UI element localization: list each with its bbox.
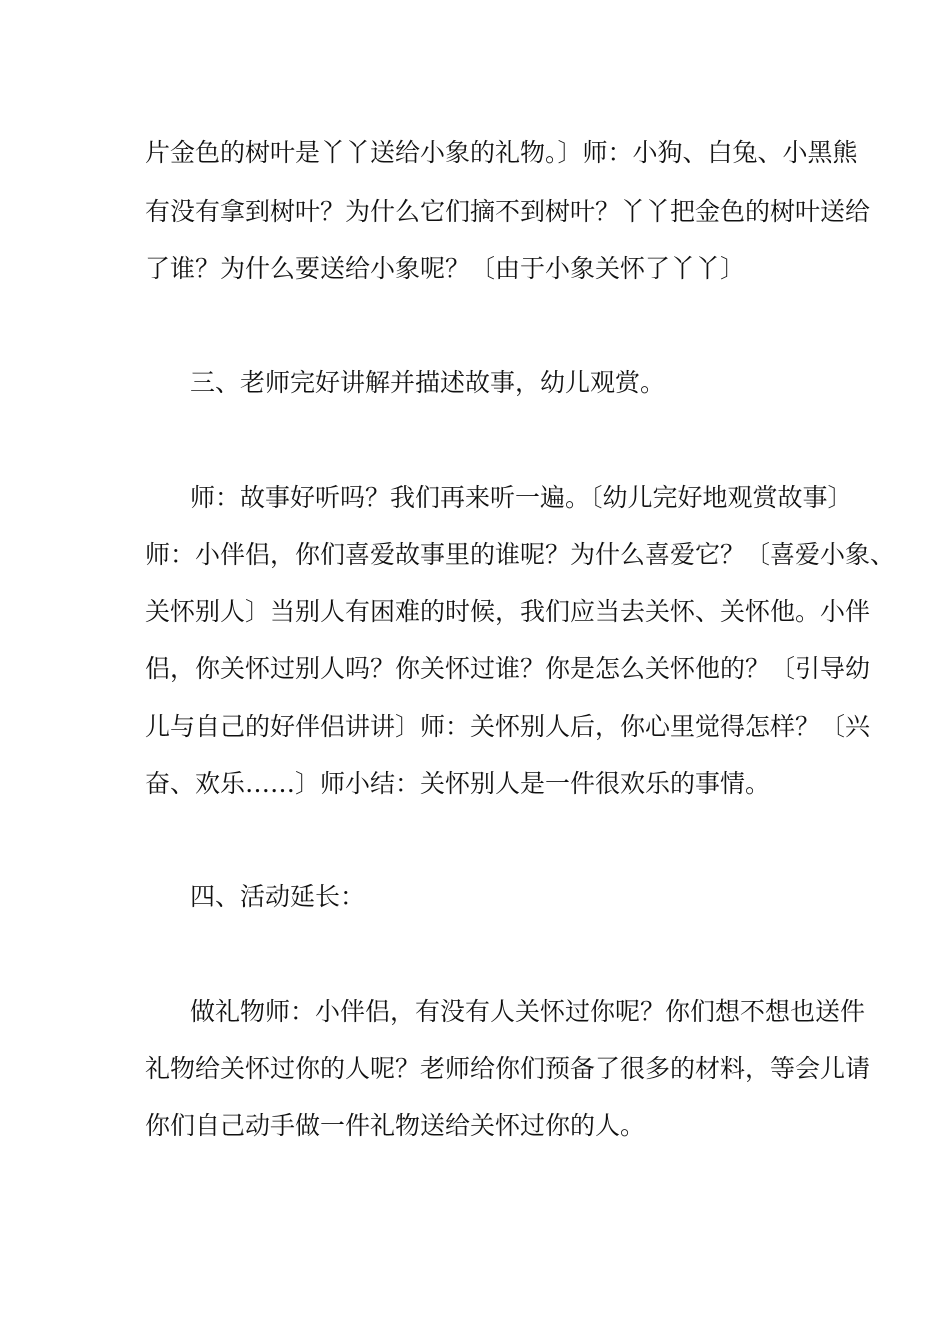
section-heading: 三、老师完好讲解并描述故事，幼儿观赏。 bbox=[190, 368, 666, 397]
text-line: 儿与自己的好伴侣讲讲〕师：关怀别人后，你心里觉得怎样？〔兴 bbox=[145, 712, 871, 741]
text-line: 礼物给关怀过你的人呢？老师给你们预备了很多的材料，等会儿请 bbox=[145, 1054, 871, 1083]
text-line: 你们自己动手做一件礼物送给关怀过你的人。 bbox=[145, 1111, 646, 1140]
text-line: 师：小伴侣，你们喜爱故事里的谁呢？为什么喜爱它？〔喜爱小象、 bbox=[145, 540, 896, 569]
text-line: 侣，你关怀过别人吗？你关怀过谁？你是怎么关怀他的？〔引导幼 bbox=[145, 654, 871, 683]
text-line: 师：故事好听吗？我们再来听一遍。〔幼儿完好地观赏故事〕 bbox=[190, 483, 853, 512]
text-line: 有没有拿到树叶？为什么它们摘不到树叶？丫丫把金色的树叶送给 bbox=[145, 197, 871, 226]
text-line: 关怀别人〕当别人有困难的时候，我们应当去关怀、关怀他。小伴 bbox=[145, 597, 871, 626]
text-line: 做礼物师：小伴侣，有没有人关怀过你呢？你们想不想也送件 bbox=[190, 997, 866, 1026]
text-line: 片金色的树叶是丫丫送给小象的礼物。〕师：小狗、白兔、小黑熊 bbox=[145, 138, 858, 167]
section-heading: 四、活动延长： bbox=[190, 882, 366, 911]
text-line: 了谁？为什么要送给小象呢？〔由于小象关怀了丫丫〕 bbox=[145, 254, 746, 283]
text-line: 奋、欢乐……〕师小结：关怀别人是一件很欢乐的事情。 bbox=[145, 769, 771, 798]
